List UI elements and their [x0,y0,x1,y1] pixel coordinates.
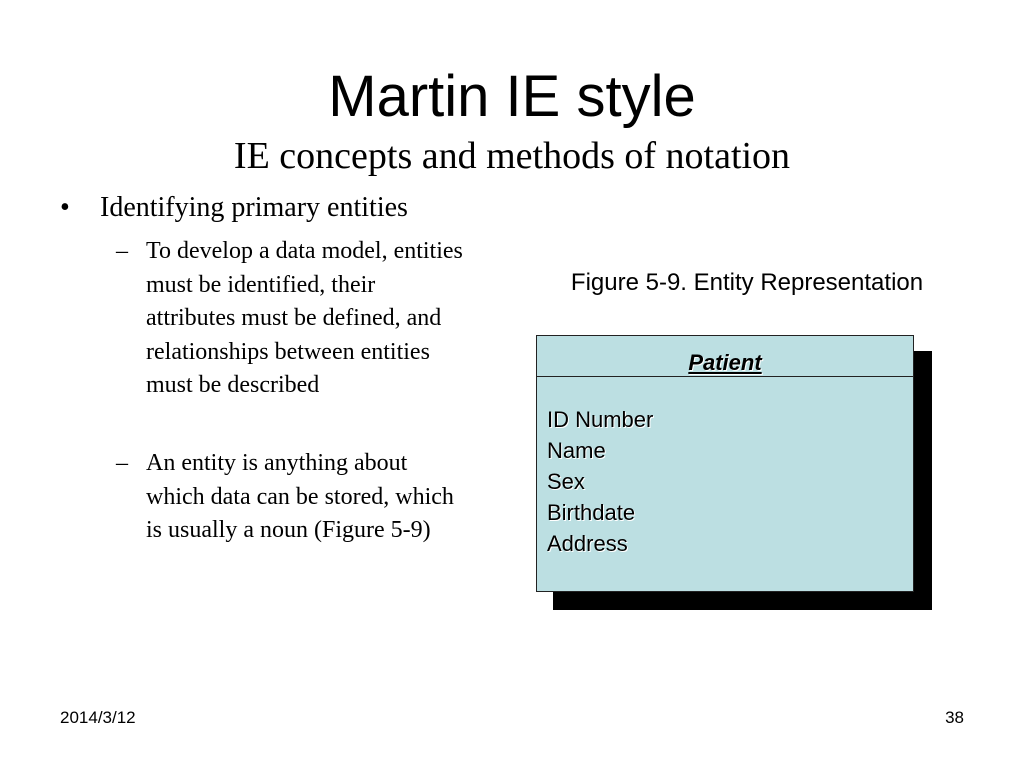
sub-bullet-text: To develop a data model, entities must be identified, their attributes must be defined, and relationships between entities must be described [146,238,463,399]
entity-attribute: Birthdate [547,500,636,525]
entity-attribute: Address [547,531,628,556]
sub-bullet-text: An entity is anything about which data can be stored, which is usually a noun (Figure 5-9) [146,450,454,544]
page-number: 38 [945,708,964,727]
sub-bullet-marker: – [116,238,128,264]
entity-name: Patient [537,336,913,377]
sub-bullet-marker: – [116,450,128,476]
figure-caption: Figure 5-9. Entity Representation [570,269,924,296]
slide-title: Martin IE style [328,64,696,129]
entity-attribute-list [547,404,653,559]
entity-attribute: Sex [547,469,585,494]
slide-subtitle: IE concepts and methods of notation [233,135,791,177]
bullet-marker: • [60,192,70,223]
entity-attribute: Name [547,438,606,463]
entity-attribute: ID Number [547,407,654,432]
footer-date: 2014/3/12 [60,708,136,727]
bullet-main-text: Identifying primary entities [100,192,408,223]
entity-box [536,335,914,592]
